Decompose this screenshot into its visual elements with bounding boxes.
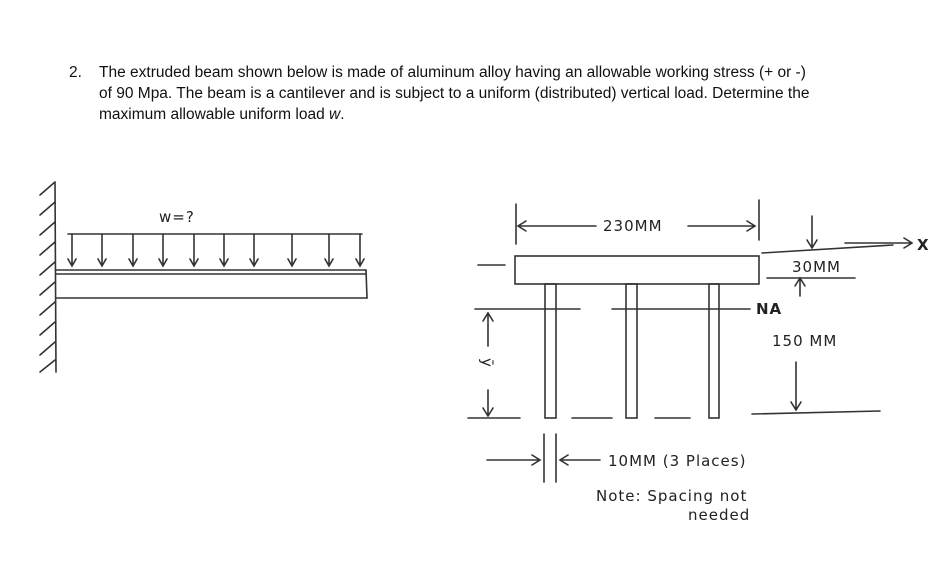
ybar-label: ȳ (478, 358, 496, 368)
problem-text-main: The extruded beam shown below is made of aluminum alloy having an allowable working stress (+ or -) of 90 Mpa. The beam is a cantilever and is subject to a uniform (distributed) vertical load. Determine the maximum allowable uniform load (99, 64, 810, 123)
load-variable: w (329, 106, 341, 123)
distributed-load (68, 234, 364, 266)
web-middle (626, 284, 637, 418)
load-arrows (68, 234, 364, 266)
note-label-2: needed (688, 506, 751, 524)
problem-number: 2. (69, 64, 82, 81)
height-label: 150 MM (772, 332, 838, 350)
thickness-dimension (487, 434, 600, 482)
note-label: Note: Spacing not (596, 487, 748, 505)
flange-top-arrow (807, 216, 817, 248)
width-label: 230MM (603, 217, 663, 235)
problem-text-end: . (340, 106, 345, 123)
x-axis-label: X (917, 236, 930, 254)
neutral-axis-label: NA (756, 300, 783, 318)
flange-bottom-arrow (795, 278, 805, 296)
flange-thickness-label: 30MM (792, 258, 841, 276)
fixed-wall (40, 182, 56, 372)
web-left (545, 284, 556, 418)
web-thickness-label: 10MM (3 Places) (608, 452, 747, 470)
web-right (709, 284, 719, 418)
flange (515, 256, 759, 284)
height-arrow (791, 362, 801, 410)
load-label: w=? (159, 208, 195, 226)
cantilever-beam (56, 270, 367, 298)
